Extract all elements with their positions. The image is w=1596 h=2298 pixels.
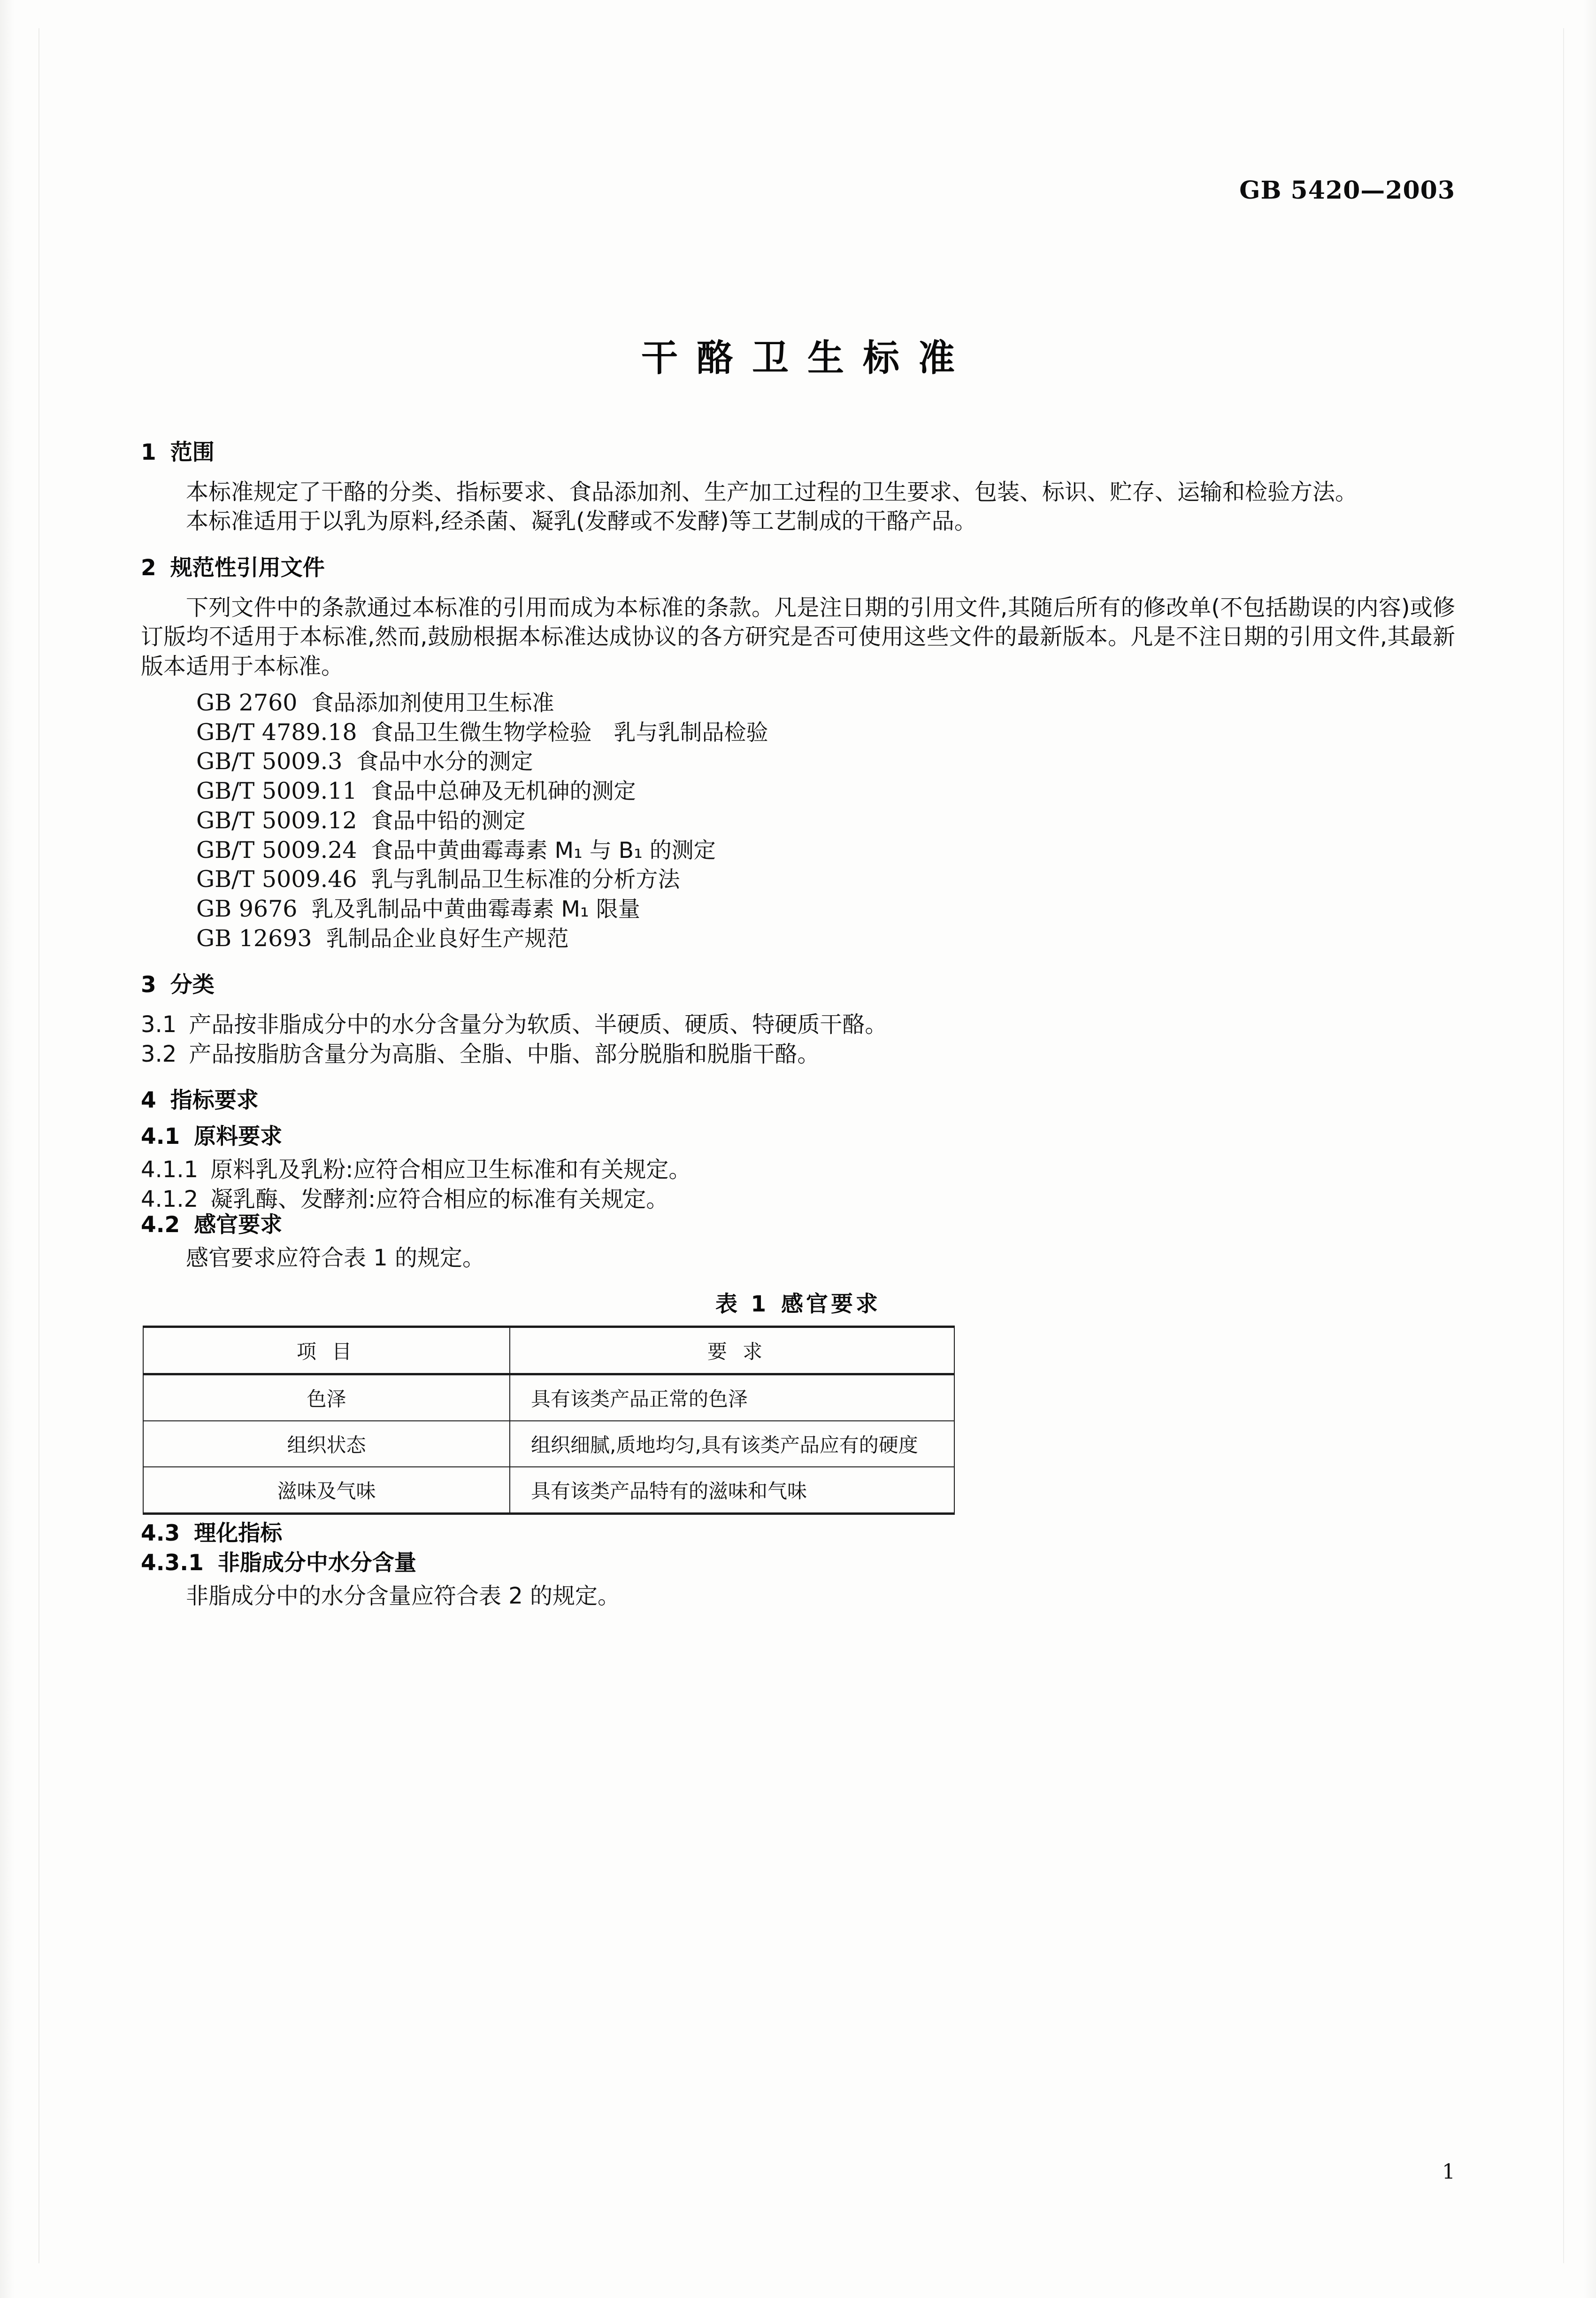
table-cell-item: 色泽 [143,1374,510,1421]
table-1-title: 感官要求 [781,1291,881,1318]
reference-title: 食品卫生微生物学检验 乳与乳制品检验 [371,719,768,746]
reference-title: 食品中总砷及无机砷的测定 [371,779,636,805]
scan-edge-left [0,0,14,2298]
reference-title: 乳制品企业良好生产规范 [326,925,569,952]
section-number-4-3-1: 4.3.1 [141,1550,204,1576]
section-number-3: 3 [141,972,156,998]
table-1-label: 表 1 [715,1291,769,1318]
table-cell-requirement: 具有该类产品特有的滋味和气味 [510,1467,954,1514]
table-1-caption [141,1287,1455,1318]
table-cell-requirement: 具有该类产品正常的色泽 [510,1374,954,1421]
reference-item [196,688,1455,718]
clause-4-1-2 [141,1185,1455,1214]
reference-code: GB/T 5009.46 [196,866,357,893]
reference-title: 食品中水分的测定 [356,749,533,775]
reference-title: 食品中黄曲霉毒素 M₁ 与 B₁ 的测定 [371,837,716,864]
reference-item [196,777,1455,806]
page-number: 1 [1442,2160,1455,2184]
table-cell-item: 滋味及气味 [143,1467,510,1514]
section-title-4-3-1: 非脂成分中水分含量 [217,1550,416,1576]
section-1-paragraph-2: 本标准适用于以乳为原料,经杀菌、凝乳(发酵或不发酵)等工艺制成的干酪产品。 [186,508,977,535]
section-heading-4-1 [141,1126,1455,1148]
reference-code: GB/T 5009.12 [196,807,357,834]
reference-code: GB 9676 [196,895,298,922]
section-heading-1 [141,441,1455,463]
reference-item [196,895,1455,924]
section-1-paragraph-1: 本标准规定了干酪的分类、指标要求、食品添加剂、生产加工过程的卫生要求、包装、标识、贮存、运输和检验方法。 [186,479,1358,505]
section-heading-4-2 [141,1211,1455,1238]
section-title-1: 范围 [170,440,215,465]
clause-3-1 [141,1010,1455,1039]
reference-code: GB/T 5009.24 [196,836,357,864]
section-2-paragraph-1: 下列文件中的条款通过本标准的引用而成为本标准的条款。凡是注日期的引用文件,其随后所有的修改单(不包括勘误的内容)或修订版均不适用于本标准,然而,鼓励根据本标准达成协议的各方研究是否可使用这些文件的最新版本。凡是不注日期的引用文件,其最新版本适用于本标准。 [141,594,1455,679]
scan-edge-right [1584,0,1596,2298]
sensory-requirements-table [143,1326,955,1515]
section-title-4: 指标要求 [170,1087,259,1114]
reference-code: GB/T 5009.11 [196,778,357,805]
clause-number-3-1: 3.1 [141,1011,177,1038]
reference-code: GB 12693 [196,925,312,952]
clause-3-2 [141,1040,1455,1069]
section-number-1: 1 [141,440,156,465]
reference-code: GB 2760 [196,689,298,716]
normative-references-list [141,688,1455,953]
reference-item [196,747,1455,777]
section-number-4-3: 4.3 [141,1520,180,1547]
section-heading-4 [141,1087,1455,1114]
section-heading-4-3-1 [141,1552,1455,1574]
clause-text-3-1: 产品按非脂成分中的水分含量分为软质、半硬质、硬质、特硬质干酪。 [189,1011,888,1038]
reference-code: GB/T 4789.18 [196,718,357,746]
clause-number-4-1-2: 4.1.2 [141,1186,199,1212]
section-4-3-1-lead-in: 非脂成分中的水分含量应符合表 2 的规定。 [186,1583,621,1610]
reference-item [196,718,1455,748]
reference-title: 食品中铅的测定 [371,808,526,834]
table-cell-item: 组织状态 [143,1421,510,1467]
reference-title: 乳与乳制品卫生标准的分析方法 [371,867,680,893]
table-row [143,1467,954,1514]
reference-title: 乳及乳制品中黄曲霉毒素 M₁ 限量 [311,896,640,922]
clause-number-4-1-1: 4.1.1 [141,1157,199,1183]
clause-number-3-2: 3.2 [141,1041,177,1067]
scan-artifact-line-right [1563,28,1564,2263]
table-column-header-item: 项 目 [143,1327,510,1374]
clause-text-3-2: 产品按脂肪含量分为高脂、全脂、中脂、部分脱脂和脱脂干酪。 [189,1041,820,1067]
section-number-4: 4 [141,1087,156,1114]
clause-text-4-1-1: 原料乳及乳粉:应符合相应卫生标准和有关规定。 [210,1157,691,1183]
section-title-4-3: 理化指标 [194,1520,283,1547]
section-number-2: 2 [141,555,156,581]
reference-code: GB/T 5009.3 [196,748,343,775]
table-header-row [143,1327,954,1374]
reference-item [196,806,1455,836]
scan-artifact-line-left [38,28,39,2263]
reference-title: 食品添加剂使用卫生标准 [311,690,554,716]
section-title-3: 分类 [170,972,215,998]
section-title-4-1: 原料要求 [194,1124,283,1150]
section-title-4-2: 感官要求 [194,1211,283,1238]
table-row [143,1421,954,1467]
document-body [141,441,1455,1611]
reference-item [196,865,1455,895]
section-number-4-2: 4.2 [141,1211,180,1238]
section-heading-4-3 [141,1520,1455,1547]
clause-4-1-1 [141,1155,1455,1184]
section-title-2: 规范性引用文件 [170,555,325,581]
section-4-2-lead-in: 感官要求应符合表 1 的规定。 [186,1244,485,1271]
reference-item [196,836,1455,865]
standard-code-header: GB 5420—2003 [1239,176,1455,205]
section-number-4-1: 4.1 [141,1124,180,1150]
reference-item [196,924,1455,954]
clause-text-4-1-2: 凝乳酶、发酵剂:应符合相应的标准有关规定。 [210,1186,669,1212]
section-heading-2 [141,557,1455,579]
table-cell-requirement: 组织细腻,质地均匀,具有该类产品应有的硬度 [510,1421,954,1467]
page-title: 干酪卫生标准 [641,337,974,380]
section-heading-3 [141,974,1455,996]
table-row [143,1374,954,1421]
table-column-header-requirement: 要 求 [510,1327,954,1374]
